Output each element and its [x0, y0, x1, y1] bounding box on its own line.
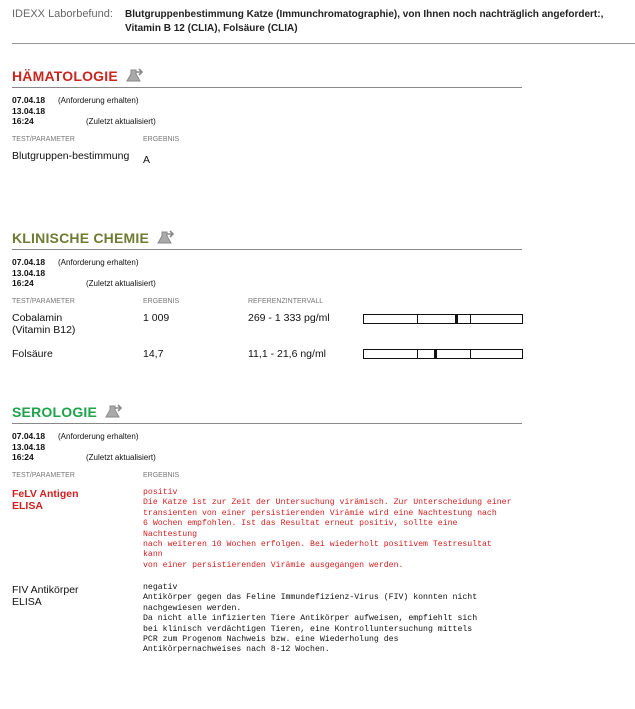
- date-received: 07.04.18: [12, 431, 46, 441]
- test-result: 1 009: [143, 312, 170, 324]
- date-note: (Zuletzt aktualisiert): [86, 117, 156, 126]
- section-title: [12, 402, 524, 422]
- flask-arrow-icon[interactable]: [157, 230, 175, 246]
- section-title: [12, 66, 524, 86]
- column-header-result: ERGEBNIS: [143, 298, 180, 305]
- section-divider: [12, 87, 522, 88]
- test-name: FIV Antikörper ELISA: [12, 584, 79, 608]
- result-marker: [455, 314, 458, 324]
- report-source-label: IDEXX Laborbefund:: [12, 8, 113, 20]
- dates-block: [12, 257, 156, 289]
- test-result: 14,7: [143, 348, 164, 360]
- test-name: Blutgruppen-bestimmung: [12, 150, 130, 162]
- section-title: [12, 228, 524, 248]
- date-updated: 13.04.18 16:24: [12, 442, 46, 462]
- date-note: (Anforderung erhalten): [58, 432, 139, 441]
- bar-tick: [470, 349, 471, 359]
- test-result-text: negativ Antikörper gegen das Feline Immundefizienz-Virus (FIV) konnten nicht nachgewiesen werden. Da nicht alle infizierten Tiere Antikörper aufweisen, empfiehlt sich bei klinisch verdächtigen Tieren, eine Kontrolluntersuchung mittels PCR zum Progenom Nachweis bzw. eine Wiederholung des Antikörpernachweises nach 8-12 Wochen.: [143, 583, 478, 655]
- test-name: Cobalamin (Vitamin B12): [12, 312, 76, 336]
- date-note: (Zuletzt aktualisiert): [86, 453, 156, 462]
- column-header-reference: REFERENZINTERVALL: [248, 298, 324, 305]
- result-marker: [434, 349, 437, 359]
- bar-tick: [417, 314, 418, 324]
- section-title-text: KLINISCHE CHEMIE: [12, 230, 149, 246]
- column-header-result: ERGEBNIS: [143, 136, 180, 143]
- test-result: A: [143, 154, 151, 166]
- requested-tests: Blutgruppenbestimmung Katze (Immunchromatographie), von Ihnen noch nachträglich angefordert:, Vitamin B 12 (CLIA), Folsäure (CLIA): [125, 9, 604, 34]
- dates-block: [12, 431, 156, 463]
- section-divider: [12, 249, 522, 250]
- column-header-test: TEST/PARAMETER: [12, 136, 75, 143]
- test-name-positive: FeLV Antigen ELISA: [12, 488, 79, 512]
- section-haematologie: [12, 66, 524, 166]
- flask-arrow-icon[interactable]: [105, 404, 123, 420]
- test-result-text: positiv Die Katze ist zur Zeit der Untersuchung virämisch. Zur Unterscheidung einer transienten von einer persistierenden Virämie wird eine Nachtestung nach 6 Wochen empfohlen. Ist das Resultat erneut positiv, sollte eine Nachtestung nach weiteren 10 Wochen erfolgen. Bei wiederholt positivem Testresultat kann von einer persistierenden Virämie ausgegangen werden.: [143, 488, 512, 570]
- section-klinische-chemie: [12, 228, 524, 360]
- column-header-test: TEST/PARAMETER: [12, 298, 75, 305]
- column-header-result: ERGEBNIS: [143, 472, 180, 479]
- bar-tick: [417, 349, 418, 359]
- test-name: Folsäure: [12, 348, 53, 360]
- column-header-test: TEST/PARAMETER: [12, 472, 75, 479]
- dates-block: [12, 95, 156, 127]
- section-divider: [12, 423, 522, 424]
- section-title-text: SEROLOGIE: [12, 404, 98, 420]
- date-note: (Anforderung erhalten): [58, 96, 139, 105]
- date-received: 07.04.18: [12, 95, 46, 105]
- bar-tick: [470, 314, 471, 324]
- date-updated: 13.04.18 16:24: [12, 268, 46, 288]
- date-updated: 13.04.18 16:24: [12, 106, 46, 126]
- section-title-text: HÄMATOLOGIE: [12, 68, 118, 84]
- section-serologie: [12, 402, 524, 655]
- header-divider: [12, 43, 635, 44]
- reference-bar: [363, 314, 523, 324]
- reference-range: 11,1 - 21,6 ng/ml: [248, 348, 327, 360]
- date-note: (Anforderung erhalten): [58, 258, 139, 267]
- reference-bar: [363, 349, 523, 359]
- reference-range: 269 - 1 333 pg/ml: [248, 312, 330, 324]
- date-received: 07.04.18: [12, 257, 46, 267]
- date-note: (Zuletzt aktualisiert): [86, 279, 156, 288]
- flask-arrow-icon[interactable]: [126, 68, 144, 84]
